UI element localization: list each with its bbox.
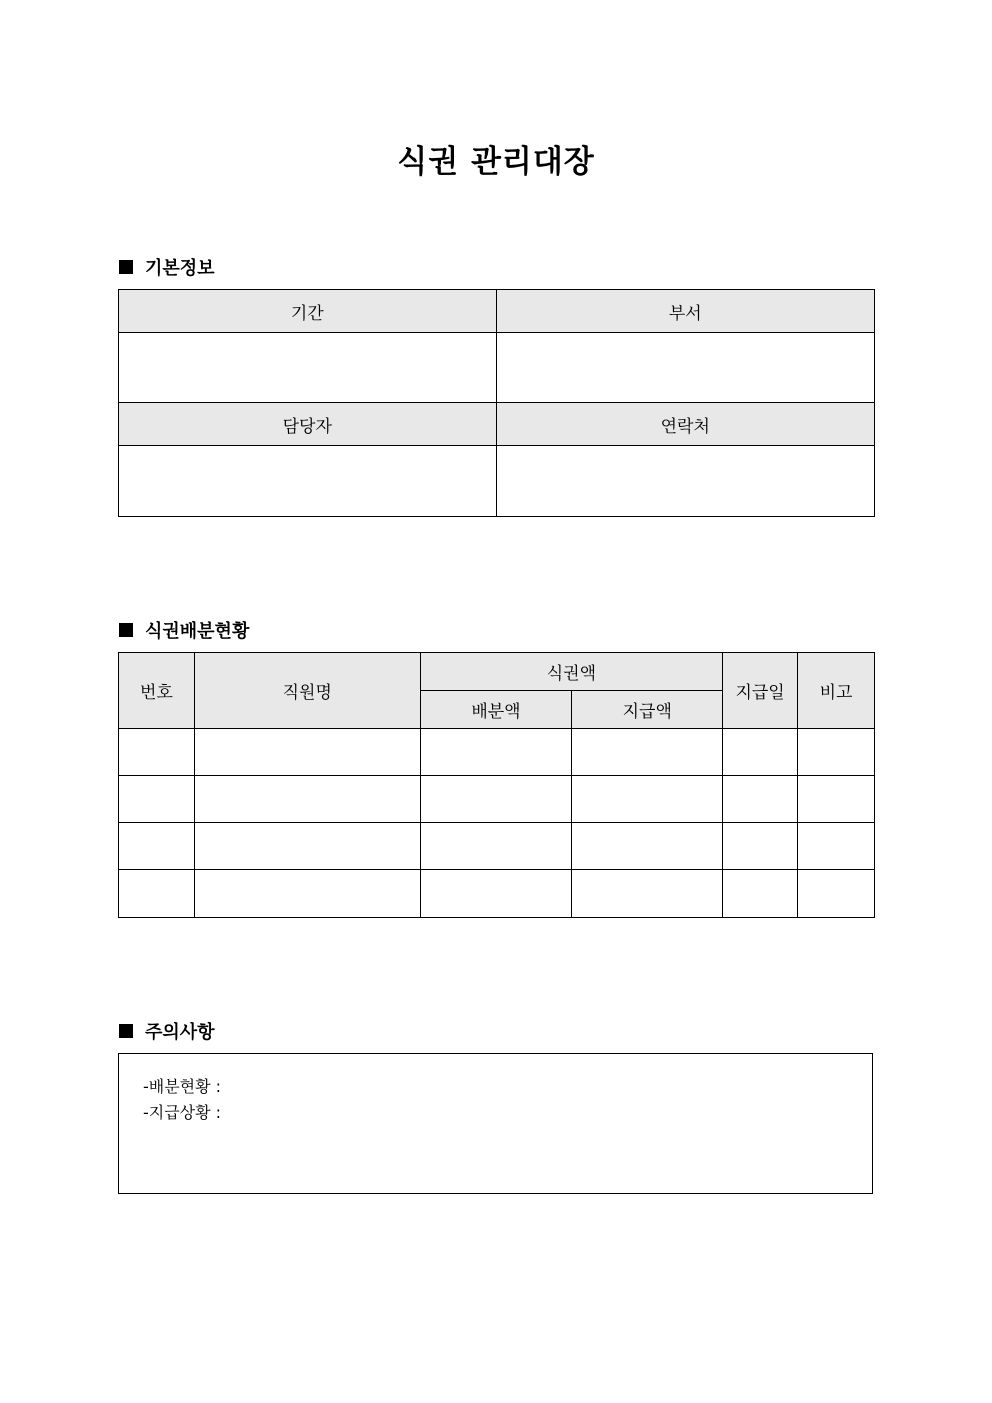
table-cell[interactable] [420,729,572,776]
table-cell[interactable] [572,729,723,776]
table-cell[interactable] [194,729,420,776]
allocated-header: 배분액 [420,691,572,729]
table-cell[interactable] [119,823,195,870]
department-cell[interactable] [496,333,875,403]
table-cell[interactable] [420,823,572,870]
period-cell[interactable] [119,333,497,403]
table-cell[interactable] [798,776,875,823]
square-bullet-icon [119,623,133,637]
table-cell[interactable] [723,823,798,870]
manager-header: 담당자 [119,403,497,446]
remarks-header: 비고 [798,653,875,729]
table-cell[interactable] [723,776,798,823]
table-cell[interactable] [420,776,572,823]
notes-line-payment: -지급상황 : [143,1103,222,1122]
section-label: 주의사항 [145,1022,215,1043]
table-cell[interactable] [798,729,875,776]
table-cell[interactable] [798,870,875,918]
table-row [119,870,875,918]
distribution-table [118,652,875,918]
table-cell[interactable] [194,776,420,823]
notes-box[interactable] [118,1053,873,1194]
manager-cell[interactable] [119,446,497,517]
square-bullet-icon [119,1024,133,1038]
table-cell[interactable] [572,776,723,823]
table-cell[interactable] [194,870,420,918]
pay-date-header: 지급일 [723,653,798,729]
period-header: 기간 [119,290,497,333]
page-title: 식권 관리대장 [397,144,595,180]
department-header: 부서 [496,290,875,333]
table-cell[interactable] [194,823,420,870]
table-cell[interactable] [119,870,195,918]
section-label: 기본정보 [145,258,215,279]
section-heading-distribution [119,617,249,643]
table-cell[interactable] [119,729,195,776]
table-cell[interactable] [572,823,723,870]
contact-header: 연락처 [496,403,875,446]
meal-amount-header: 식권액 [420,653,723,691]
basic-info-table [118,289,875,517]
section-heading-basic-info [119,254,215,280]
table-cell[interactable] [119,776,195,823]
table-row [119,776,875,823]
notes-line-distribution: -배분현황 : [143,1077,222,1096]
square-bullet-icon [119,260,133,274]
section-heading-notes [119,1018,215,1044]
table-cell[interactable] [723,870,798,918]
section-label: 식권배분현황 [145,621,250,642]
number-header: 번호 [119,653,195,729]
table-cell[interactable] [798,823,875,870]
table-cell[interactable] [572,870,723,918]
table-row [119,729,875,776]
table-cell[interactable] [723,729,798,776]
table-row [119,823,875,870]
employee-header: 직원명 [194,653,420,729]
paid-amount-header: 지급액 [572,691,723,729]
contact-cell[interactable] [496,446,875,517]
table-cell[interactable] [420,870,572,918]
